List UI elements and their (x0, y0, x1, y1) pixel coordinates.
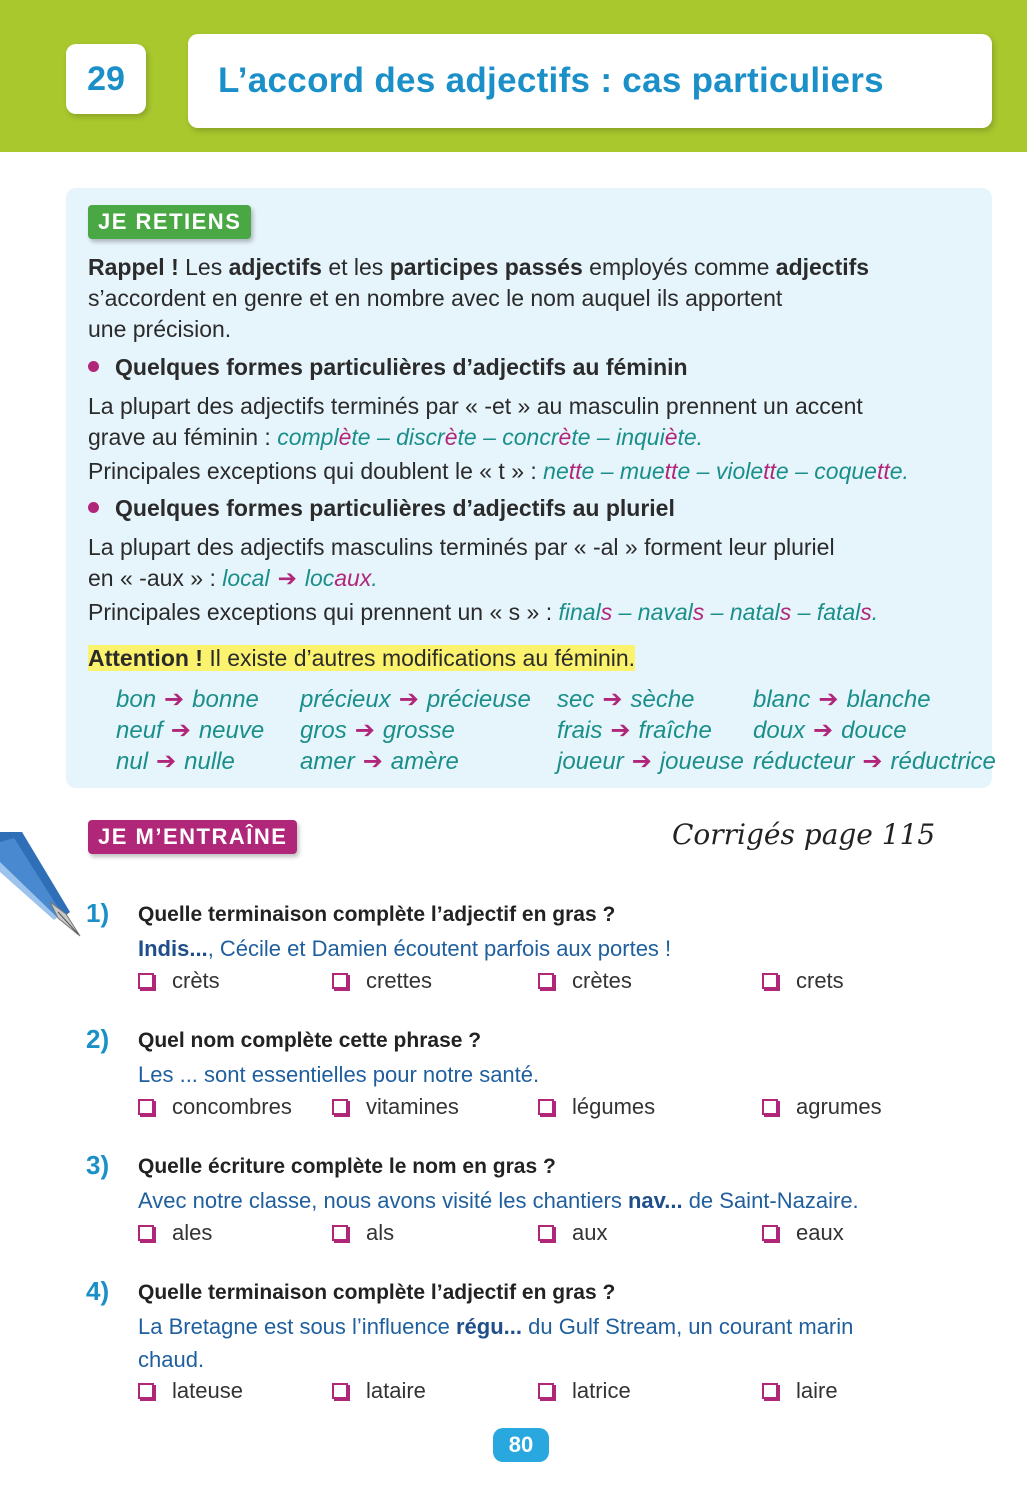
entraine-tag: JE M’ENTRAÎNE (88, 820, 297, 854)
arrow-right-icon: ➔ (170, 717, 191, 744)
rappel-line-1 (88, 252, 869, 282)
form-feminine: amère (390, 748, 459, 775)
checkbox-icon[interactable] (332, 973, 348, 989)
feminin-exception-word: violette (715, 458, 789, 484)
answer-option[interactable] (538, 1378, 631, 1404)
form-masculine: frais (557, 717, 603, 744)
question-sentence: Les ... sont essentielles pour notre santé. (138, 1062, 540, 1087)
answer-option-label: crèts (172, 968, 220, 993)
checkbox-icon[interactable] (762, 973, 778, 989)
arrow-right-icon: ➔ (156, 748, 177, 775)
form-masculine: sec (557, 686, 595, 713)
retiens-tag: JE RETIENS (88, 205, 251, 239)
form-masculine: bon (116, 686, 157, 713)
answer-option-label: aux (572, 1220, 608, 1245)
rappel-text: et les (321, 254, 390, 280)
answer-option[interactable] (138, 1220, 212, 1246)
pluriel-heading (88, 493, 675, 523)
form-feminine: fraîche (638, 717, 712, 744)
form-pair (753, 715, 907, 746)
feminin-line-1: La plupart des adjectifs terminés par « -et » au masculin prennent un accent (88, 393, 863, 419)
checkbox-icon[interactable] (762, 1099, 778, 1115)
form-feminine: grosse (382, 717, 455, 744)
form-pair (753, 746, 996, 777)
form-pair (557, 715, 712, 746)
answer-option[interactable] (762, 1094, 882, 1120)
answer-option[interactable] (762, 1220, 844, 1246)
form-masculine: amer (300, 748, 355, 775)
checkbox-icon[interactable] (538, 1383, 554, 1399)
form-pair (557, 746, 744, 777)
question-text: Quelle terminaison complète l’adjectif en gras ? (138, 1281, 616, 1304)
form-pair (116, 684, 259, 715)
answer-option-label: lataire (366, 1378, 426, 1403)
form-pair (300, 684, 531, 715)
answer-option-label: crètes (572, 968, 632, 993)
form-pair (300, 715, 455, 746)
feminin-exceptions-text: Principales exceptions qui doublent le « t » : (88, 458, 544, 484)
answer-option-label: ales (172, 1220, 213, 1245)
pluriel-exceptions-text: Principales exceptions qui prennent un « s » : (88, 599, 559, 625)
pluriel-heading-text: Quelques formes particulières d’adjectifs au pluriel (115, 495, 675, 521)
pluriel-exception-word: fatals (816, 599, 872, 625)
form-pair (116, 746, 235, 777)
form-masculine: joueur (557, 748, 624, 775)
feminin-example-word: complète (277, 424, 371, 450)
answer-option[interactable] (538, 1094, 655, 1120)
answer-option[interactable] (538, 1220, 607, 1246)
arrow-right-icon: ➔ (362, 748, 383, 775)
arrow-right-icon: ➔ (862, 748, 883, 775)
checkbox-icon[interactable] (138, 1099, 154, 1115)
attention-label: Attention ! (88, 645, 203, 671)
checkbox-icon[interactable] (762, 1383, 778, 1399)
form-feminine: nulle (184, 748, 235, 775)
arrow-right-icon: ➔ (602, 686, 623, 713)
feminin-line-2: grave au féminin : complète – discrète – concrète – inquiète. (88, 424, 704, 450)
rappel-keyword: adjectifs (228, 254, 322, 280)
checkbox-icon[interactable] (138, 1383, 154, 1399)
form-masculine: réducteur (753, 748, 855, 775)
arrow-right-icon: ➔ (818, 686, 839, 713)
form-feminine: sèche (630, 686, 695, 713)
form-pair (116, 715, 264, 746)
answer-option[interactable] (762, 1378, 838, 1404)
rappel-keyword: participes passés (389, 254, 583, 280)
question-sentence: La Bretagne est sous l’influence régu... du Gulf Stream, un courant marin (138, 1314, 854, 1339)
form-feminine: douce (841, 717, 907, 744)
answer-option[interactable] (332, 1378, 426, 1404)
answer-option[interactable] (332, 1220, 394, 1246)
bullet-icon (88, 502, 99, 513)
bullet-icon (88, 361, 99, 372)
answer-option-label: crets (796, 968, 844, 993)
arrow-right-icon: ➔ (610, 717, 631, 744)
question-sentence: Indis..., Cécile et Damien écoutent parfois aux portes ! (138, 936, 672, 961)
pluriel-exception-word: finals (558, 599, 613, 625)
form-feminine: blanche (846, 686, 931, 713)
feminin-exception-word: muette (619, 458, 691, 484)
form-pair (300, 746, 459, 777)
answer-option[interactable] (332, 1094, 459, 1120)
answer-option[interactable] (138, 1094, 292, 1120)
form-masculine: neuf (116, 717, 163, 744)
answer-option-label: eaux (796, 1220, 844, 1245)
blank-word: Indis... (138, 936, 208, 961)
feminin-example-word: concrète (502, 424, 591, 450)
rappel-text: employés comme (582, 254, 776, 280)
arrow-right-icon: ➔ (398, 686, 419, 713)
arrow-right-icon: ➔ (813, 717, 834, 744)
answer-option-label: légumes (572, 1094, 656, 1119)
attention-line (88, 643, 635, 673)
form-masculine: nul (116, 748, 149, 775)
answer-option[interactable] (138, 1378, 243, 1404)
feminin-exceptions-list: nette – muette – violette – coquette (543, 458, 903, 484)
checkbox-icon[interactable] (762, 1225, 778, 1241)
question-text: Quelle écriture complète le nom en gras ? (138, 1155, 556, 1178)
form-feminine: précieuse (426, 686, 531, 713)
pluriel-example-from: local (222, 565, 270, 591)
pluriel-line-1: La plupart des adjectifs masculins terminés par « -al » forment leur pluriel (88, 534, 835, 560)
question-sentence-line-2: chaud. (138, 1347, 205, 1372)
answer-option-label: laire (796, 1378, 838, 1403)
feminin-exceptions: Principales exceptions qui doublent le « t » : nette – muette – violette – coquette. (88, 458, 909, 484)
pluriel-exception-word: navals (637, 599, 705, 625)
feminin-example-word: inquiète (616, 424, 697, 450)
rappel-keyword: adjectifs (775, 254, 870, 280)
question-sentence: Avec notre classe, nous avons visité les chantiers nav... de Saint-Nazaire. (138, 1188, 859, 1213)
answer-option-label: crettes (366, 968, 433, 993)
feminin-exception-word: nette (543, 458, 595, 484)
checkbox-icon[interactable] (138, 973, 154, 989)
question-text: Quelle terminaison complète l’adjectif en gras ? (138, 903, 616, 926)
answer-option-label: agrumes (796, 1094, 882, 1119)
rappel-text: Les (178, 254, 229, 280)
arrow-right-icon: ➔ (277, 565, 297, 591)
answer-option[interactable] (538, 968, 632, 994)
rappel-label: Rappel ! (88, 254, 179, 280)
lesson-title: L’accord des adjectifs : cas particuliers (218, 61, 884, 100)
feminin-heading-text: Quelques formes particulières d’adjectifs au féminin (115, 354, 688, 380)
question-number: 4) (86, 1276, 110, 1306)
question-text: Quel nom complète cette phrase ? (138, 1029, 482, 1052)
form-masculine: précieux (300, 686, 391, 713)
rappel-line-2: s’accordent en genre et en nombre avec le nom auquel ils apportent (88, 285, 783, 311)
lesson-number: 29 (66, 44, 146, 114)
feminin-exception-word: coquette (814, 458, 903, 484)
arrow-right-icon: ➔ (354, 717, 375, 744)
attention-text: Il existe d’autres modifications au féminin. (202, 645, 636, 671)
corriges-reference: Corrigés page 115 (672, 818, 936, 851)
form-feminine: joueuse (659, 748, 744, 775)
form-pair (753, 684, 931, 715)
attention-highlight (88, 645, 635, 671)
checkbox-icon[interactable] (538, 973, 554, 989)
checkbox-icon[interactable] (538, 1225, 554, 1241)
page-number: 80 (493, 1428, 549, 1462)
feminin-examples: complète – discrète – concrète – inquiète (277, 424, 697, 450)
answer-option-label: concombres (172, 1094, 292, 1119)
question-number: 2) (86, 1024, 110, 1054)
form-feminine: neuve (198, 717, 265, 744)
question-number: 3) (86, 1150, 110, 1180)
pluriel-exception-word: natals (729, 599, 792, 625)
form-masculine: blanc (753, 686, 811, 713)
form-feminine: réductrice (890, 748, 996, 775)
arrow-right-icon: ➔ (631, 748, 652, 775)
answer-option[interactable] (138, 968, 220, 994)
form-pair (557, 684, 695, 715)
form-masculine: doux (753, 717, 806, 744)
answer-option-label: lateuse (172, 1378, 243, 1403)
checkbox-icon[interactable] (538, 1099, 554, 1115)
checkbox-icon[interactable] (332, 1383, 348, 1399)
answer-option[interactable] (762, 968, 844, 994)
question-number: 1) (86, 898, 110, 928)
arrow-right-icon: ➔ (164, 686, 185, 713)
form-feminine: bonne (192, 686, 259, 713)
answer-option-label: vitamines (366, 1094, 459, 1119)
checkbox-icon[interactable] (332, 1225, 348, 1241)
pluriel-example-to: locaux (304, 565, 372, 591)
fountain-pen-icon (0, 832, 90, 942)
answer-option-label: als (366, 1220, 395, 1245)
checkbox-icon[interactable] (332, 1099, 348, 1115)
blank-word: régu... (455, 1314, 522, 1339)
form-masculine: gros (300, 717, 347, 744)
answer-option[interactable] (332, 968, 432, 994)
pluriel-exceptions-list: finals – navals – natals – fatals (558, 599, 872, 625)
blank-word: nav... (627, 1188, 683, 1213)
rappel-line-3: une précision. (88, 316, 232, 342)
answer-option-label: latrice (572, 1378, 631, 1403)
pluriel-exceptions: Principales exceptions qui prennent un « s » : finals – navals – natals – fatals. (88, 599, 879, 625)
lesson-title-box (188, 34, 992, 128)
checkbox-icon[interactable] (138, 1225, 154, 1241)
pluriel-line-2-text: en « -aux » : (88, 565, 223, 591)
feminin-example-word: discrète (396, 424, 477, 450)
pluriel-line-2: en « -aux » : local ➔ locaux. (88, 565, 378, 591)
feminin-line-2-text: grave au féminin : (88, 424, 278, 450)
feminin-heading (88, 352, 688, 382)
